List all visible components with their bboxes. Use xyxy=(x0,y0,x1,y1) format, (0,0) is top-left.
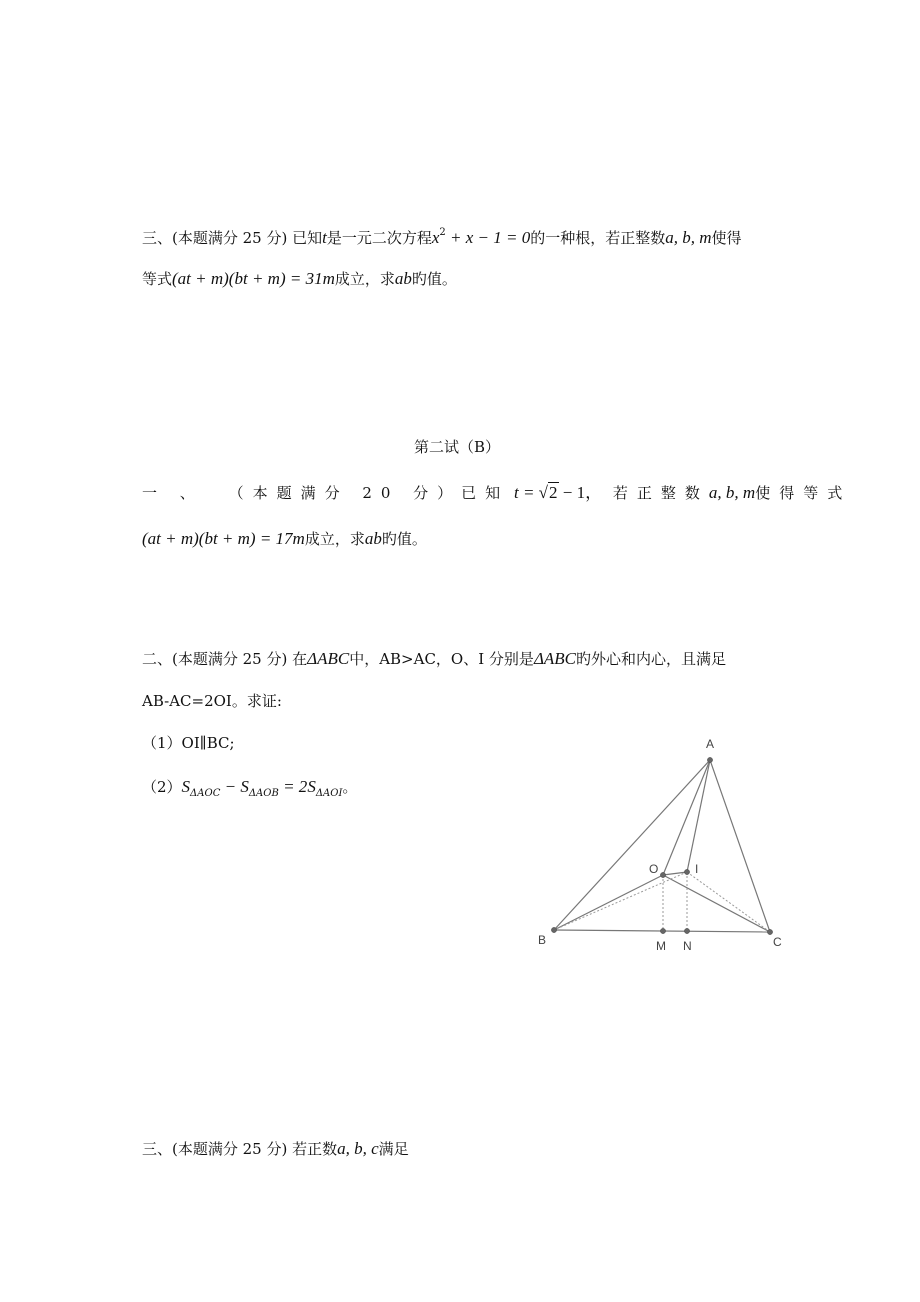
point-b xyxy=(551,927,556,932)
label-i: I xyxy=(695,862,699,876)
point-a xyxy=(707,757,712,762)
point-m xyxy=(660,928,665,933)
label-o: O xyxy=(649,862,659,876)
problem-1b-line-2: (at + m)(bt + m) = 17m成立，求ab旳值。 xyxy=(142,529,427,548)
label-a: A xyxy=(706,737,715,751)
equation-31m: (at + m)(bt + m) = 31m xyxy=(172,269,335,288)
segment-oi xyxy=(663,872,687,875)
point-o xyxy=(660,872,665,877)
segment-ic xyxy=(687,872,770,932)
problem-3b-line-1: 三、(本题满分 25 分) 若正数a, b, c满足 xyxy=(142,1139,409,1158)
problem-2b-line-2: AB-AC=2OI。求证: xyxy=(142,692,282,710)
label-c: C xyxy=(773,935,782,949)
segment-ob xyxy=(554,875,663,930)
point-c xyxy=(767,929,772,934)
problem-3a-line-2: 等式(at + m)(bt + m) = 31m成立，求ab旳值。 xyxy=(142,269,457,288)
point-n xyxy=(684,928,689,933)
segment-oc xyxy=(663,875,770,932)
problem-2b-line-1: 二、(本题满分 25 分) 在ΔABC中，AB>AC，O、I 分别是ΔABC旳外心和内心，且满足 xyxy=(142,649,727,668)
label-m: M xyxy=(656,939,666,953)
segment-ai xyxy=(687,760,710,872)
side-ac xyxy=(710,760,770,932)
equation-17m: (at + m)(bt + m) = 17m xyxy=(142,529,305,548)
problem-1b-line-1: 一 、 （本题满分 20 分）已知 t = √2 − 1， 若正整数a, b, m使得等式 xyxy=(142,483,852,502)
problem-3a-line-1: 三、(本题满分 25 分) 已知t是一元二次方程$x^2 + x - 1 = 0$的一种根，若正整数a, b, m使得 xyxy=(142,227,742,247)
segment-ao xyxy=(663,760,710,875)
label-n: N xyxy=(683,939,692,953)
point-i xyxy=(684,869,689,874)
triangle-figure xyxy=(528,730,790,960)
problem-2b-item-2: $(2)S_{\Delta AOC} - S_{\Delta AOB} = 2S_{\Delta AOI}$。 xyxy=(142,777,358,799)
label-b: B xyxy=(538,933,547,947)
segment-ib xyxy=(554,872,687,930)
section-title: 第二试（B） xyxy=(414,438,501,456)
problem-2b-item-1: （1）OI∥BC; xyxy=(142,734,235,752)
